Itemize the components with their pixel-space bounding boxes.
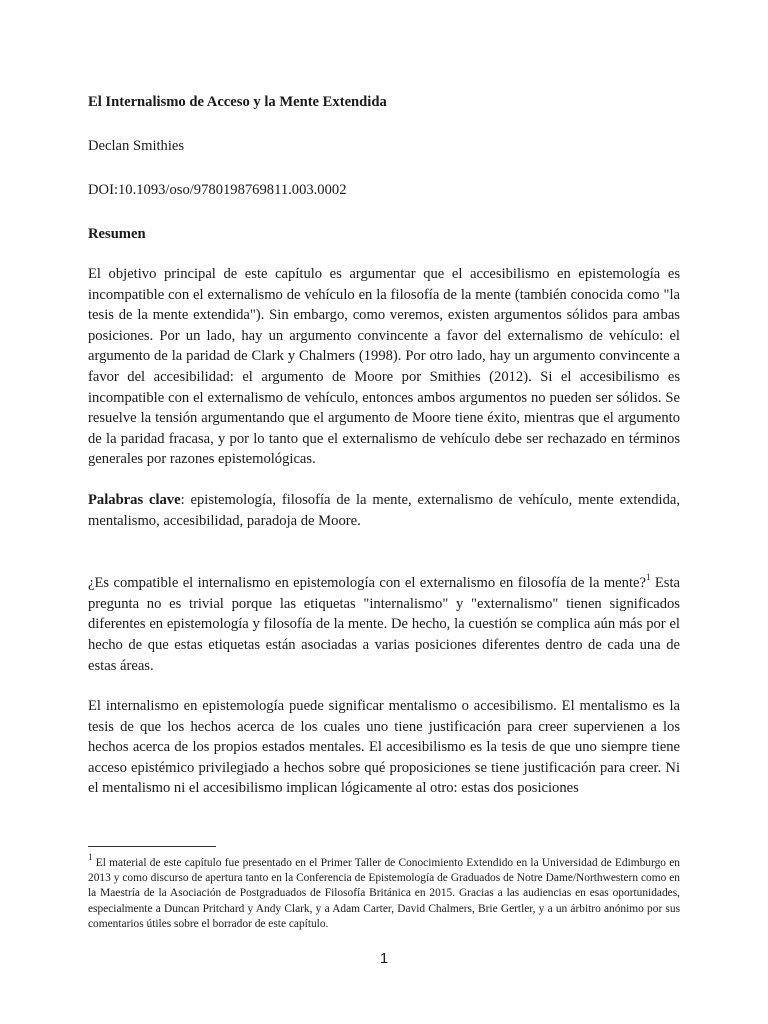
footnote-separator: [88, 846, 216, 847]
doi: DOI:10.1093/oso/9780198769811.003.0002: [88, 182, 347, 198]
footnote: [88, 852, 680, 932]
body-paragraph: El internalismo en epistemología puede significar mentalismo o accesibilismo. El mentalismo es la tesis de que los hechos acerca de los cuales uno tiene justificación para creer supervienen a los hechos acerca de los propios estados mentales. El accesibilismo es la tesis de que uno siempre tiene acceso epistémico privilegiado a hechos sobre qué proposiciones se tiene justificación para creer. Ni el mentalismo ni el accesibilismo implican lógicamente al otro: estas dos posiciones: [88, 698, 680, 797]
body-paragraph-1-start: ¿Es compatible el internalismo en epistemología con el externalismo en filosofía de la mente?: [88, 575, 646, 592]
footnote-number: 1: [88, 852, 93, 863]
abstract-heading: Resumen: [88, 226, 146, 242]
document-title: El Internalismo de Acceso y la Mente Extendida: [88, 94, 387, 110]
footnote-reference: 1: [645, 572, 651, 583]
body-paragraph: [88, 573, 680, 676]
document-page: [88, 92, 680, 819]
keywords: [88, 490, 680, 531]
abstract-text: El objetivo principal de este capítulo es argumentar que el accesibilismo en epistemología es incompatible con el externalismo de vehículo en la filosofía de la mente (también conocida como "la tesis de la mente extendida"). Sin embargo, como veremos, existen argumentos sólidos para ambas posiciones. Por un lado, hay un argumento convincente a favor del externalismo de vehículo: el argumento de la paridad de Clark y Chalmers (1998). Por otro lado, hay un argumento convincente a favor del accesibilidad: el argumento de Moore por Smithies (2012). Si el accesibilismo es incompatible con el externalismo de vehículo, entonces ambos argumentos no pueden ser sólidos. Se resuelve la tensión argumentando que el argumento de Moore tiene éxito, mientras que el argumento de la paridad fracasa, y por lo tanto que el externalismo de vehículo debe ser rechazado en términos generales por razones epistemológicas.: [88, 266, 680, 468]
keywords-label: Palabras clave: [88, 491, 181, 508]
page-number: 1: [379, 950, 389, 967]
body-paragraph-1-rest: Esta pregunta no es trivial porque las etiquetas "internalismo" y "externalismo" tienen significados diferentes en epistemología y filosofía de la mente. De hecho, la cuestión se complica aún más por el hecho de que estas etiquetas están asociadas a varias posiciones diferentes dentro de cada una de estas áreas.: [88, 575, 680, 674]
author-name: Declan Smithies: [88, 138, 185, 154]
section-gap: [88, 551, 680, 573]
footnote-text: El material de este capítulo fue presentado en el Primer Taller de Conocimiento Extendido en la Universidad de Edimburgo en 2013 y como discurso de apertura tanto en la Conferencia de Epistemología de Graduados de Notre Dame/Northwestern como en la Maestría de la Asociación de Postgraduados de Filosofía Británica en 2015. Gracias a las audiencias en esas oportunidades, especialmente a Duncan Pritchard y Andy Clark, y a Adam Carter, David Chalmers, Brie Gertler, y a un árbitro anónimo por sus comentarios útiles sobre el borrador de este capítulo.: [88, 857, 680, 930]
keywords-list: : epistemología, filosofía de la mente, externalismo de vehículo, mente extendida, mentalismo, accesibilidad, paradoja de Moore.: [88, 491, 681, 529]
